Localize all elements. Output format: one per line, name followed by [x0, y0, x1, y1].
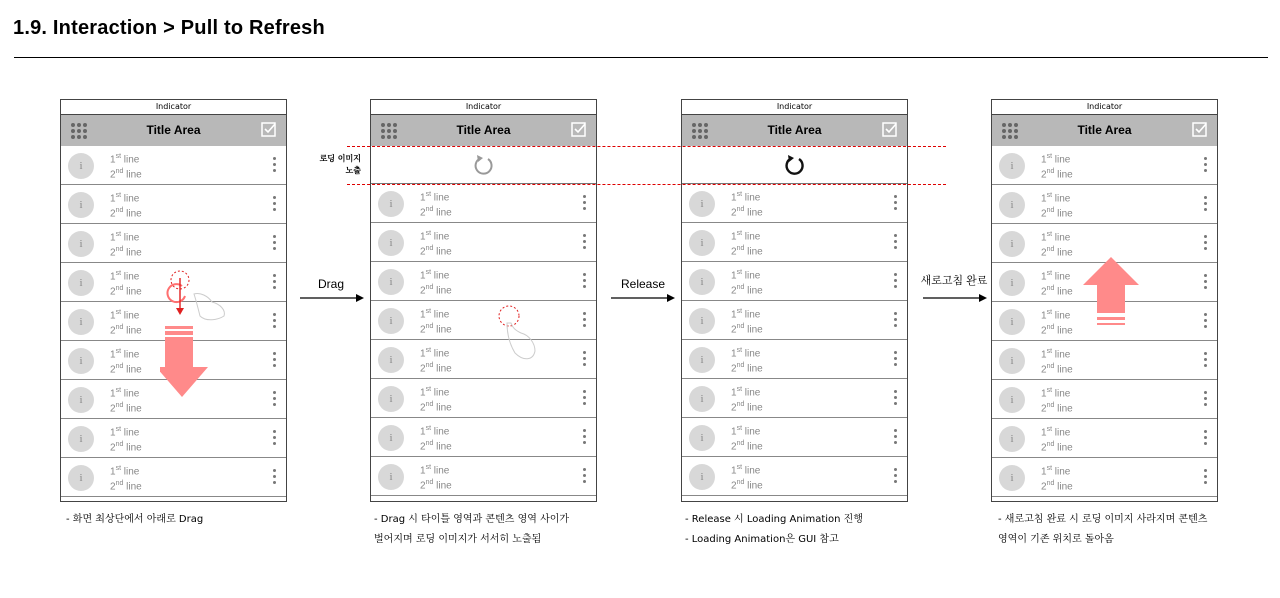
avatar: i [68, 387, 94, 413]
list-item-line1: 1st line [110, 231, 140, 244]
kebab-icon[interactable] [1204, 196, 1207, 213]
loading-note-line: 로딩 이미지 [319, 154, 361, 163]
list-item-line1: 1st line [731, 230, 761, 243]
list-item[interactable] [61, 224, 286, 263]
list-item-line1: 1st line [731, 191, 761, 204]
kebab-icon[interactable] [583, 351, 586, 368]
up-arrow-icon [1083, 257, 1139, 313]
kebab-icon[interactable] [583, 468, 586, 485]
avatar: i [68, 309, 94, 335]
title-divider [14, 57, 1268, 58]
list-item-line2: 2nd line [731, 323, 763, 336]
list-item[interactable] [682, 223, 907, 262]
list-item[interactable] [61, 146, 286, 185]
avatar: i [999, 153, 1025, 179]
kebab-icon[interactable] [273, 430, 276, 447]
list-item-line1: 1st line [731, 386, 761, 399]
list-item-line1: 1st line [110, 387, 140, 400]
avatar: i [999, 309, 1025, 335]
step-caption [374, 510, 569, 550]
list-item-line2: 2nd line [731, 245, 763, 258]
avatar: i [689, 464, 715, 490]
phone-screen [681, 99, 908, 502]
kebab-icon[interactable] [1204, 274, 1207, 291]
caption-line: - 화면 최상단에서 아래로 Drag [66, 514, 204, 525]
title-area: Title Area [767, 123, 822, 137]
kebab-icon[interactable] [583, 312, 586, 329]
list-item-line1: 1st line [420, 425, 450, 438]
list-item-line1: 1st line [110, 426, 140, 439]
list-item[interactable] [371, 457, 596, 496]
list-item-line1: 1st line [110, 465, 140, 478]
list-item-line2: 2nd line [110, 246, 142, 259]
list-item-line2: 2nd line [1041, 480, 1073, 493]
status-indicator: Indicator [61, 100, 286, 115]
avatar: i [999, 426, 1025, 452]
list-item-line1: 1st line [1041, 270, 1071, 283]
kebab-icon[interactable] [1204, 391, 1207, 408]
list-item-line2: 2nd line [110, 207, 142, 220]
list-item-line1: 1st line [731, 347, 761, 360]
list-item[interactable] [992, 380, 1217, 419]
kebab-icon[interactable] [894, 429, 897, 446]
list-item-line2: 2nd line [420, 479, 452, 492]
list-item-line1: 1st line [1041, 192, 1071, 205]
kebab-icon[interactable] [273, 196, 276, 213]
list-item-line1: 1st line [1041, 387, 1071, 400]
title-bar [61, 115, 286, 146]
list-item-line2: 2nd line [1041, 207, 1073, 220]
loading-area [682, 146, 907, 184]
avatar: i [68, 153, 94, 179]
list-item-line2: 2nd line [420, 401, 452, 414]
list-item[interactable] [682, 379, 907, 418]
kebab-icon[interactable] [1204, 235, 1207, 252]
drag-arrow-icon [300, 293, 364, 303]
avatar: i [68, 270, 94, 296]
avatar: i [378, 191, 404, 217]
kebab-icon[interactable] [894, 273, 897, 290]
kebab-icon[interactable] [894, 195, 897, 212]
list-item[interactable] [371, 340, 596, 379]
caption-line: 벌어지며 로딩 이미지가 서서히 노출됨 [374, 534, 542, 545]
list-item[interactable] [992, 341, 1217, 380]
title-bar [371, 115, 596, 146]
list-item-line2: 2nd line [110, 324, 142, 337]
list-item-line1: 1st line [731, 425, 761, 438]
kebab-icon[interactable] [273, 274, 276, 291]
list-item-line2: 2nd line [1041, 285, 1073, 298]
list-item[interactable] [992, 458, 1217, 497]
kebab-icon[interactable] [273, 391, 276, 408]
list-item[interactable] [61, 458, 286, 497]
kebab-icon[interactable] [273, 157, 276, 174]
refresh-done-arrow-label: 새로고침 완료 [920, 275, 988, 287]
list-item[interactable] [992, 146, 1217, 185]
list-item-line2: 2nd line [110, 402, 142, 415]
list-item-line1: 1st line [420, 191, 450, 204]
avatar: i [689, 386, 715, 412]
list-item-line2: 2nd line [110, 363, 142, 376]
list-item[interactable] [371, 223, 596, 262]
list-item-line2: 2nd line [110, 480, 142, 493]
caption-line: - Release 시 Loading Animation 진행 [685, 514, 863, 525]
list-item-line1: 1st line [420, 308, 450, 321]
list-item[interactable] [682, 184, 907, 223]
list-item[interactable] [682, 418, 907, 457]
kebab-icon[interactable] [583, 273, 586, 290]
kebab-icon[interactable] [273, 352, 276, 369]
list-item-line1: 1st line [1041, 231, 1071, 244]
list-item-line1: 1st line [1041, 426, 1071, 439]
touch-hand-icon [507, 323, 535, 359]
release-arrow-label: Release [620, 277, 666, 291]
caption-line: - Drag 시 타이틀 영역과 콘텐츠 영역 사이가 [374, 514, 570, 525]
list-item-line2: 2nd line [731, 401, 763, 414]
list-item-line2: 2nd line [731, 284, 763, 297]
avatar: i [378, 464, 404, 490]
drag-touch-overlay [495, 303, 545, 365]
list-item[interactable] [992, 419, 1217, 458]
list-item-line1: 1st line [1041, 348, 1071, 361]
avatar: i [999, 231, 1025, 257]
list-item-line2: 2nd line [110, 168, 142, 181]
refresh-icon [167, 284, 185, 302]
kebab-icon[interactable] [583, 390, 586, 407]
avatar: i [68, 426, 94, 452]
checkbox-icon[interactable] [882, 121, 898, 137]
refresh-icon [473, 153, 495, 177]
list-item[interactable] [371, 262, 596, 301]
list-item[interactable] [682, 457, 907, 496]
list-item[interactable] [371, 418, 596, 457]
list-item[interactable] [371, 379, 596, 418]
avatar: i [689, 347, 715, 373]
kebab-icon[interactable] [1204, 430, 1207, 447]
caption-line: - Loading Animation은 GUI 참고 [685, 534, 839, 545]
avatar: i [999, 348, 1025, 374]
list-item-line2: 2nd line [420, 362, 452, 375]
avatar: i [689, 308, 715, 334]
avatar: i [378, 386, 404, 412]
list-item-line1: 1st line [110, 192, 140, 205]
kebab-icon[interactable] [1204, 352, 1207, 369]
avatar: i [378, 269, 404, 295]
avatar: i [68, 231, 94, 257]
page-title: 1.9. Interaction > Pull to Refresh [13, 17, 325, 39]
list-item-line1: 1st line [420, 347, 450, 360]
step-caption [998, 510, 1207, 550]
list-item-line2: 2nd line [731, 206, 763, 219]
step-caption [685, 510, 863, 550]
kebab-icon[interactable] [894, 312, 897, 329]
list-item-line1: 1st line [1041, 465, 1071, 478]
kebab-icon[interactable] [894, 468, 897, 485]
list-item-line2: 2nd line [1041, 363, 1073, 376]
kebab-icon[interactable] [1204, 313, 1207, 330]
kebab-icon[interactable] [273, 235, 276, 252]
list-item[interactable] [61, 419, 286, 458]
drag-arrow-label: Drag [317, 277, 344, 291]
loading-guide-bottom [347, 184, 946, 185]
list-item-line1: 1st line [1041, 153, 1071, 166]
list-item-line2: 2nd line [731, 479, 763, 492]
avatar: i [378, 347, 404, 373]
list-item-line2: 2nd line [420, 323, 452, 336]
avatar: i [689, 230, 715, 256]
list-item-line1: 1st line [420, 464, 450, 477]
list-item-line1: 1st line [731, 464, 761, 477]
list-item-line2: 2nd line [1041, 168, 1073, 181]
kebab-icon[interactable] [1204, 157, 1207, 174]
list-item-line1: 1st line [731, 269, 761, 282]
list-item[interactable] [992, 185, 1217, 224]
refresh-done-arrow-icon [923, 293, 987, 303]
list-item-line1: 1st line [420, 386, 450, 399]
title-bar [992, 115, 1217, 146]
checkbox-icon[interactable] [571, 121, 587, 137]
list-item-line2: 2nd line [420, 284, 452, 297]
avatar: i [68, 192, 94, 218]
kebab-icon[interactable] [583, 234, 586, 251]
loading-image-note [305, 153, 361, 177]
avatar: i [68, 465, 94, 491]
loading-guide-top [347, 146, 946, 147]
list-item[interactable] [371, 184, 596, 223]
caption-line: - 새로고침 완료 시 로딩 이미지 사라지며 콘텐츠 [998, 514, 1208, 525]
kebab-icon[interactable] [894, 351, 897, 368]
list-item[interactable] [371, 301, 596, 340]
checkbox-icon[interactable] [1192, 121, 1208, 137]
kebab-icon[interactable] [894, 390, 897, 407]
pull-gesture-overlay [160, 268, 230, 400]
list-item-line2: 2nd line [110, 441, 142, 454]
list-item-line1: 1st line [420, 230, 450, 243]
avatar: i [689, 191, 715, 217]
list-item[interactable] [682, 301, 907, 340]
list-item-line1: 1st line [110, 153, 140, 166]
list-item-line1: 1st line [110, 270, 140, 283]
status-indicator: Indicator [682, 100, 907, 115]
title-area: Title Area [146, 123, 201, 137]
list-item-line1: 1st line [110, 309, 140, 322]
list-item-line2: 2nd line [1041, 441, 1073, 454]
status-indicator: Indicator [371, 100, 596, 115]
return-arrow-overlay [1080, 257, 1142, 329]
list-item[interactable] [682, 340, 907, 379]
title-bar [682, 115, 907, 146]
kebab-icon[interactable] [1204, 469, 1207, 486]
list-item-line1: 1st line [420, 269, 450, 282]
avatar: i [378, 230, 404, 256]
release-arrow-icon [611, 293, 675, 303]
touch-hand-icon [194, 293, 224, 319]
list-item-line2: 2nd line [1041, 246, 1073, 259]
list-item-line1: 1st line [1041, 309, 1071, 322]
refresh-icon [784, 153, 806, 177]
checkbox-icon[interactable] [261, 121, 277, 137]
avatar: i [999, 270, 1025, 296]
avatar: i [378, 425, 404, 451]
caption-line: 영역이 기존 위치로 돌아옴 [998, 534, 1114, 545]
status-indicator: Indicator [992, 100, 1217, 115]
list-item-line1: 1st line [731, 308, 761, 321]
kebab-icon[interactable] [273, 469, 276, 486]
kebab-icon[interactable] [583, 195, 586, 212]
avatar: i [378, 308, 404, 334]
list-item-line2: 2nd line [731, 440, 763, 453]
avatar: i [689, 425, 715, 451]
avatar: i [689, 269, 715, 295]
list-item[interactable] [682, 262, 907, 301]
list-item-line2: 2nd line [731, 362, 763, 375]
list-item-line2: 2nd line [420, 440, 452, 453]
loading-area [371, 146, 596, 184]
list-item-line2: 2nd line [1041, 324, 1073, 337]
list-item-line2: 2nd line [110, 285, 142, 298]
list-item-line2: 2nd line [420, 206, 452, 219]
avatar: i [999, 192, 1025, 218]
phone-screen [370, 99, 597, 502]
title-area: Title Area [1077, 123, 1132, 137]
avatar: i [999, 387, 1025, 413]
kebab-icon[interactable] [583, 429, 586, 446]
step-caption [66, 510, 203, 530]
kebab-icon[interactable] [273, 313, 276, 330]
list-item-line2: 2nd line [420, 245, 452, 258]
loading-note-line: 노출 [345, 166, 361, 175]
list-item-line2: 2nd line [1041, 402, 1073, 415]
title-area: Title Area [456, 123, 511, 137]
list-item-line1: 1st line [110, 348, 140, 361]
avatar: i [68, 348, 94, 374]
avatar: i [999, 465, 1025, 491]
kebab-icon[interactable] [894, 234, 897, 251]
list-item[interactable] [61, 185, 286, 224]
